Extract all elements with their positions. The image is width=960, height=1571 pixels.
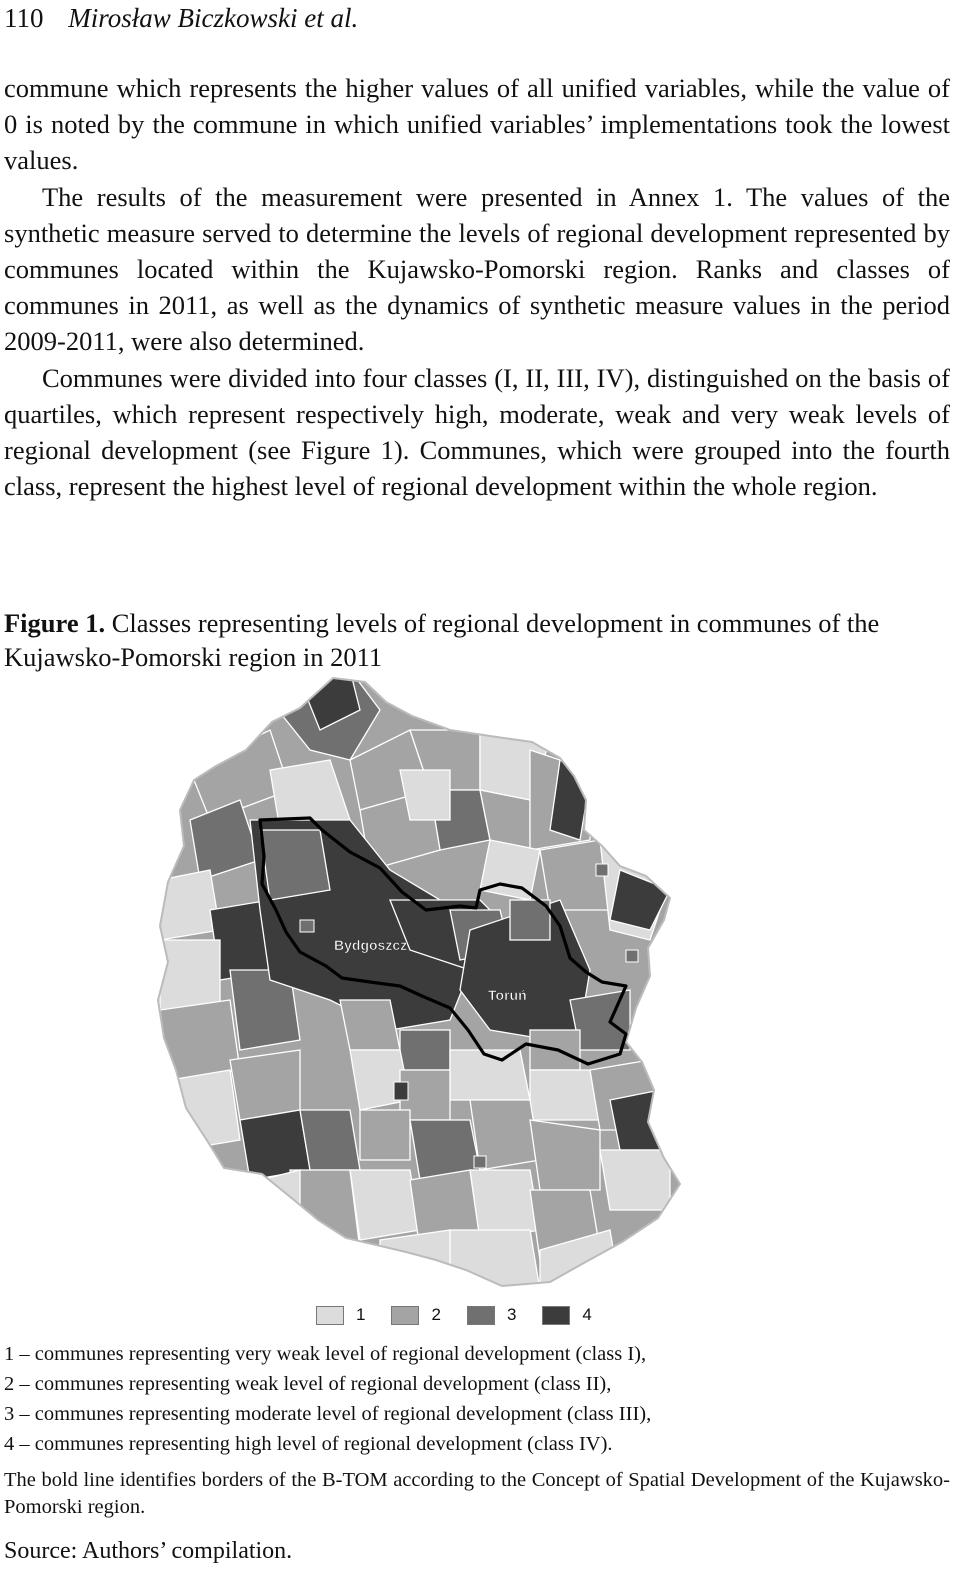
paragraph-2: The results of the measurement were presented in Annex 1. The values of the synthetic measure served to determine the levels of regional development represented by communes located within the Kujawsko-Pomorski region. Ranks and classes of communes in 2011, as well as the dynamics of synthetic measure values in the period 2009-2011, were also determined. (4, 181, 950, 357)
legend-item-class-1 (316, 1305, 365, 1325)
city-label-torun: Toruń (488, 987, 527, 1003)
paragraph-3: Communes were divided into four classes (I, II, III, IV), distinguished on the basis of quartiles, which represent respectively high, moderate, weak and very weak levels of regional development (see Figure 1). Communes, which were grouped into the fourth class, represent the highest level of regional development within the whole region. (4, 362, 950, 502)
legend-label-class-3: 3 (506, 1305, 517, 1324)
legend-swatch-class-4 (542, 1306, 570, 1325)
map-communes (150, 670, 690, 1290)
legend-note-class-3: 3 – communes representing moderate level of regional development (class III), (4, 1403, 652, 1425)
legend-swatch-class-3 (467, 1306, 495, 1325)
running-head-authors: Mirosław Biczkowski et al. (68, 3, 359, 33)
bold-line-note: The bold line identifies borders of the B-TOM according to the Concept of Spatial Development of the Kujawsko-Pomorski region. (4, 1469, 950, 1518)
legend-item-class-4 (542, 1305, 591, 1325)
legend-swatch-class-1 (316, 1306, 344, 1325)
page-number: 110 (4, 3, 44, 33)
legend-notes (4, 1339, 950, 1459)
body-text (4, 70, 950, 504)
legend-swatch-class-2 (391, 1306, 419, 1325)
legend-label-class-2: 2 (431, 1305, 441, 1324)
figure-caption (4, 606, 950, 674)
legend-item-class-3 (467, 1305, 516, 1325)
paragraph-1: commune which represents the higher values of all unified variables, while the value of 0 is noted by the commune in which unified variables’ implementations took the lowest values. (4, 73, 950, 176)
choropleth-map (150, 670, 690, 1290)
legend-note-class-1: 1 – communes representing very weak level of regional development (class I), (4, 1343, 647, 1365)
figure-caption-text: Classes representing levels of regional development in communes of the Kujawsko-Pomorski region in 2011 (4, 608, 880, 672)
running-header (4, 0, 358, 36)
figure-source: Source: Authors’ compilation. (4, 1538, 293, 1564)
legend-label-class-1: 1 (356, 1305, 366, 1324)
legend-item-class-2 (391, 1305, 440, 1325)
legend-note-class-2: 2 – communes representing weak level of regional development (class II), (4, 1373, 612, 1395)
figure-label: Figure 1. (4, 608, 106, 638)
legend-label-class-4: 4 (582, 1305, 592, 1324)
legend-note-class-4: 4 – communes representing high level of regional development (class IV). (4, 1433, 613, 1455)
map-legend (316, 1301, 618, 1329)
city-label-bydgoszcz: Bydgoszcz (334, 937, 408, 953)
map-svg (150, 670, 690, 1290)
